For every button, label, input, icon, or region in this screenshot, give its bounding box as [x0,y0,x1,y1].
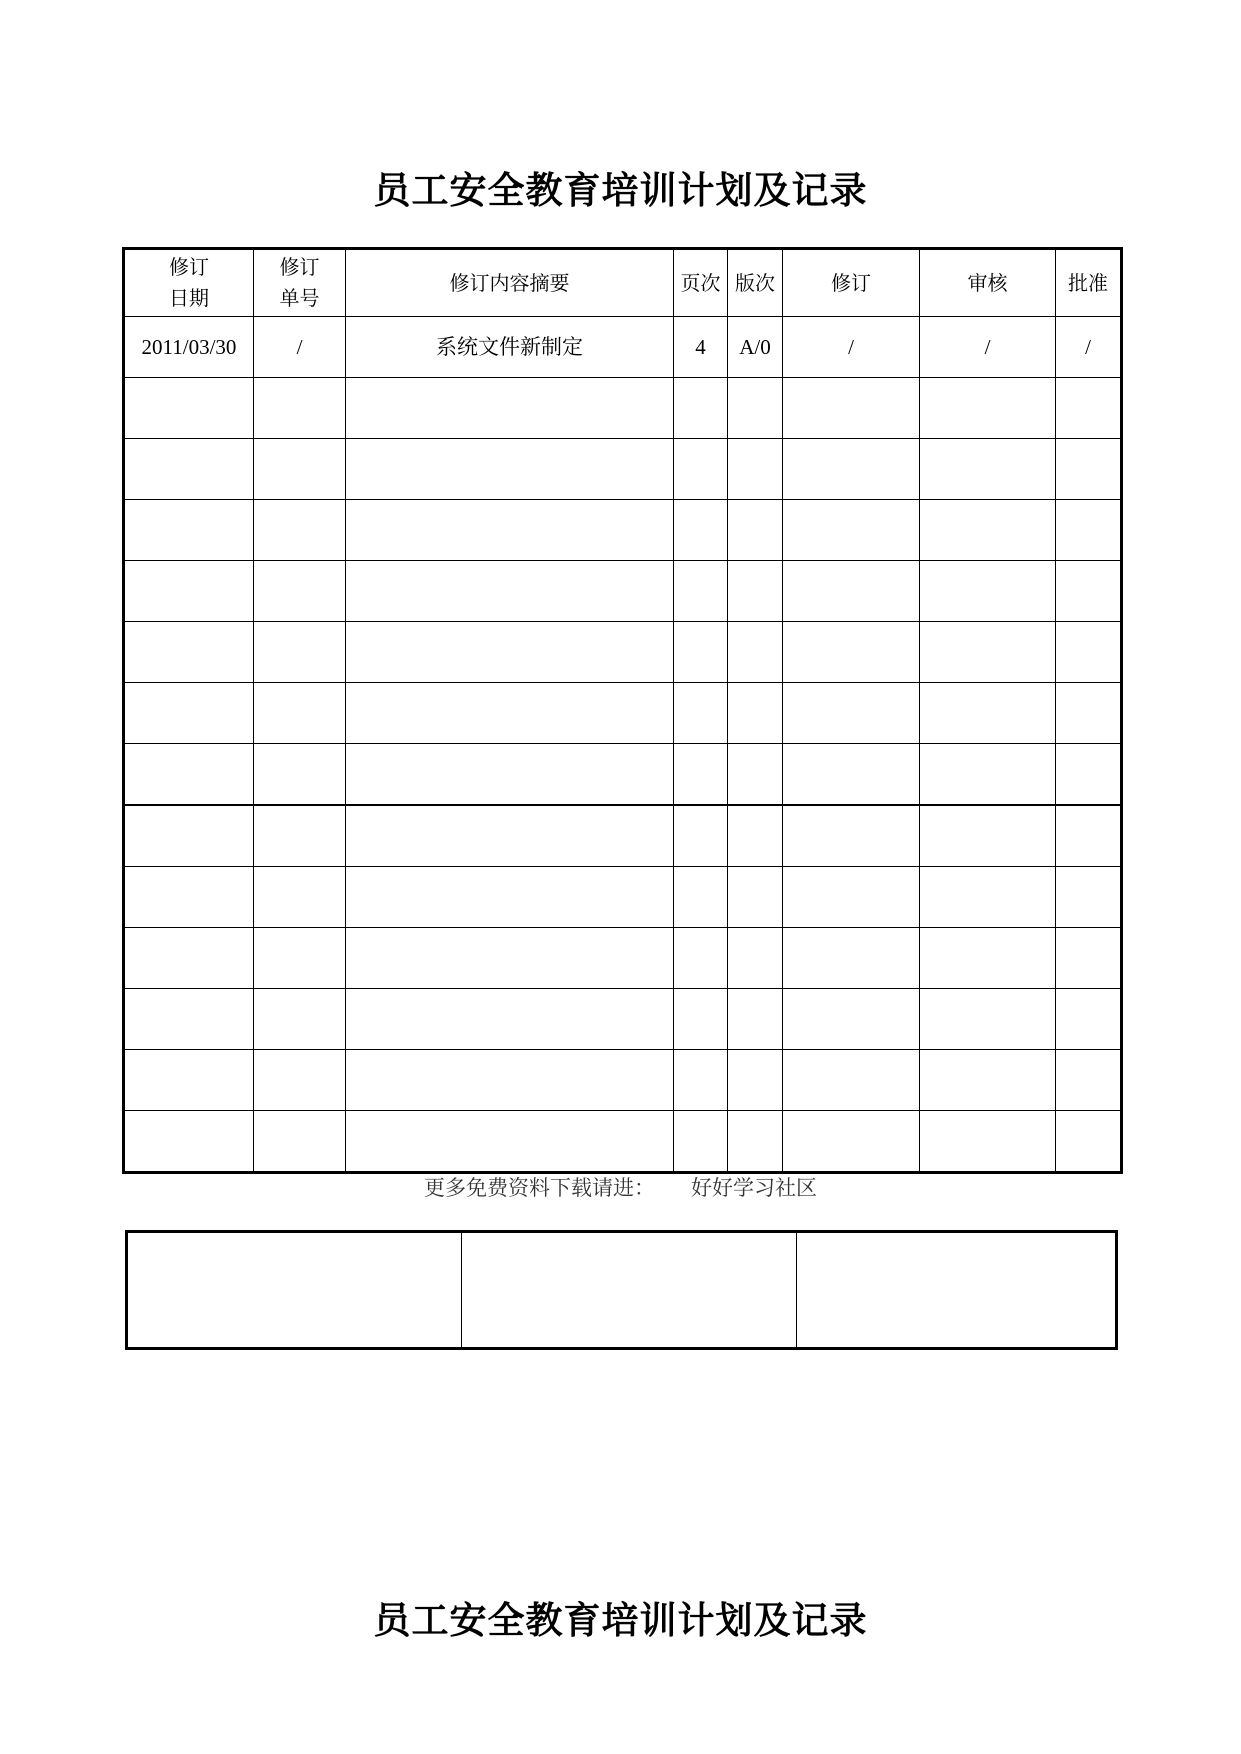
table-header-row [124,249,1122,317]
document-title-repeat: 员工安全教育培训计划及记录 [373,1598,868,1642]
signature-row [127,1232,1117,1349]
cell-reviewed-by: / [920,317,1056,378]
cell-revised-by: / [783,317,920,378]
table-row-empty [124,378,1122,439]
cell-revision-number: / [254,317,346,378]
table-row-empty [124,1050,1122,1111]
signature-cell [462,1232,797,1349]
header-approved-by: 批准 [1056,249,1122,317]
header-revision-date: 修订 日期 [124,249,254,317]
header-revision-number: 修订 单号 [254,249,346,317]
download-note-text: 更多免费资料下载请进： [424,1176,655,1200]
signature-cell [127,1232,462,1349]
cell-approved-by: / [1056,317,1122,378]
header-page: 页次 [674,249,728,317]
cell-page: 4 [674,317,728,378]
table-row-empty [124,805,1122,867]
table-row-empty [124,928,1122,989]
header-version: 版次 [728,249,783,317]
table-row-empty [124,744,1122,806]
download-note-site: 好好学习社区 [691,1176,817,1200]
table-row-empty [124,989,1122,1050]
table-row-empty [124,561,1122,622]
table-row-empty [124,683,1122,744]
header-reviewed-by: 审核 [920,249,1056,317]
table-row-empty [124,622,1122,683]
download-note [0,1172,1241,1202]
header-revised-by: 修订 [783,249,920,317]
document-title: 员工安全教育培训计划及记录 [373,168,868,212]
table-row-empty [124,500,1122,561]
signature-cell [797,1232,1117,1349]
table-row [124,317,1122,378]
table-row-empty [124,1111,1122,1173]
signature-box [125,1230,1118,1350]
cell-revision-summary: 系统文件新制定 [346,317,674,378]
header-revision-summary: 修订内容摘要 [346,249,674,317]
cell-revision-date: 2011/03/30 [124,317,254,378]
table-row-empty [124,867,1122,928]
cell-version: A/0 [728,317,783,378]
revision-table [122,247,1123,1174]
table-row-empty [124,439,1122,500]
